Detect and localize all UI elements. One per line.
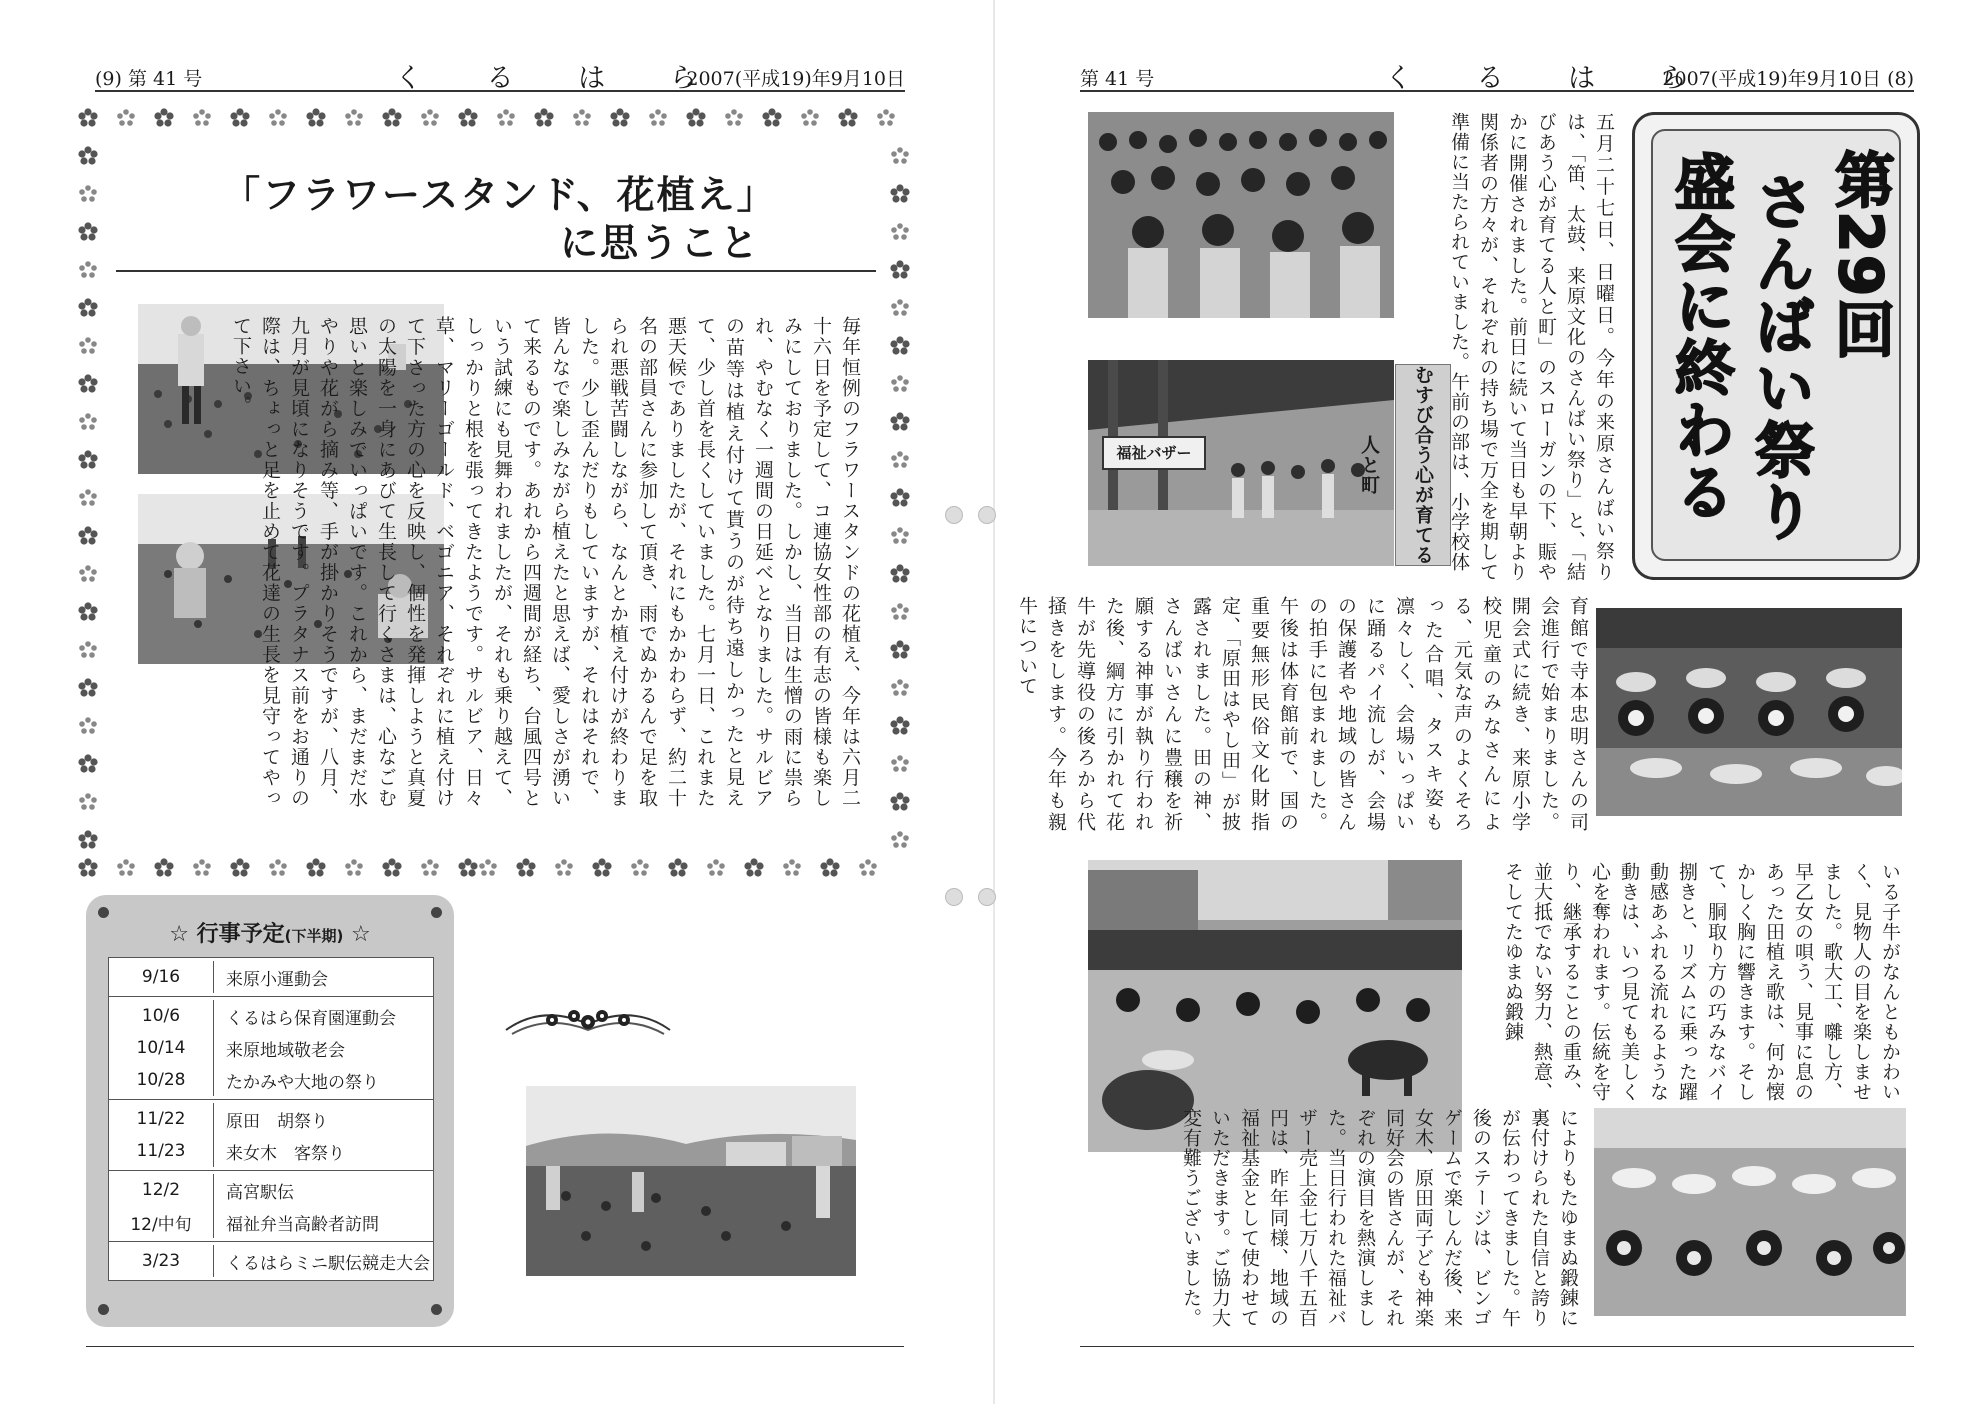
flower-icon [78,450,98,470]
festival-body-top: 五月二十七日、日曜日。今年の来原さんばい祭りは、「笛、太鼓、来原文化のさんばい祭り」と、「結びあう心が育てる人と町」のスローガンの下、賑やかに開催されました。前日に続いて当日も早朝より関係者の方々が、それぞれの持ち場で万全を期して準備に当たられていました。午前の部は、小学校体 [1448,112,1615,582]
schedule-date: 10/14 [109,1032,214,1064]
flower-icon [78,146,98,166]
flower-icon [78,526,98,546]
flower-icon [344,858,364,878]
schedule-event: くるはらミニ駅伝競走大会 [226,1253,430,1274]
schedule-subtitle: (下半期) [284,927,344,945]
schedule-group [109,958,433,997]
schedule-event: たかみや大地の祭り [226,1072,379,1093]
punch-hole [945,506,963,524]
flower-icon [230,108,250,128]
article-title-line1: 「フラワースタンド、花植え」 [222,173,777,217]
photo-audience [1088,112,1394,318]
flower-icon [890,564,910,584]
flower-icon [78,336,98,356]
festival-title-inner [1651,129,1901,561]
flower-icon [890,716,910,736]
flower-icon [890,640,910,660]
flower-icon [890,412,910,432]
article-body: 毎年恒例のフラワースタンドの花植え、今年は六月二十六日を予定して、コ連協女性部の有志の皆様も楽しみにしておりました。しかし、当日は生憎の雨に祟られ、やむなく一週間の日延べとなりました。サルビアの苗等は植え付けて貰うのが待ち遠しかったと見えて、少し首を長くしていました。七月一日、これまた悪天候でありましたが、それにもかかわらず、約二十名の部員さんに参加して頂き、雨でぬかるんで足を取られ悪戦苦闘しながら、なんとか植え付けが終わりました。少し歪んだりもしていますが、それはそれで、皆んなで楽しみながら植えたと思えば、愛しさが湧いて来るものです。あれから四週間が経ち、台風四号という試練にも見舞われましたが、それも乗り越えて、しっかりと根を張ってきたようです。サルビア、日々草、マリーゴールド、ベゴニア、それぞれに植え付けて下さった方の心を反映し、個性を発揮しようと真夏の太陽を一身にあびて生長して行くさまは、心なごむ思いと楽しみでいっぱいです。これから、まだまだ水やりや花がら摘み等、手が掛かりそうですが、八月、九月が見頃になりそうです。プラタナス前をお通りの際は、ちょっと足を止めて花達の生長を見守ってやって下さい。 [230,316,861,808]
right-header [1080,56,1914,92]
festival-title-box [1632,112,1920,580]
schedule-group [109,1100,433,1171]
flower-icon [78,184,98,204]
schedule-date: 9/16 [109,961,214,993]
flower-icon [496,108,516,128]
flower-icon [858,858,878,878]
newsletter-title: く る は ら [1385,63,1715,94]
photo-flower-field [526,1086,856,1276]
schedule-row [109,1135,433,1167]
page-gutter [993,0,995,1404]
schedule-group [109,1171,433,1242]
schedule-event: 来原地域敬老会 [226,1040,345,1061]
schedule-table [108,957,434,1281]
corner-dot [98,1304,109,1315]
flower-icon [686,108,706,128]
festival-body-low: いる子牛がなんともかわいく、見物人の目を楽しませました。歌大工、囃し方、早乙女の唄う、見事に息のあった田植え歌は、何か懐かしく胸に響きます。そして、胴取り方の巧みなバイ捌きと、リズムに乗った躍動感あふれる流れるような動きは、いつ見ても美しく心を奪われます。伝統を守り、継承することの重み、並大抵でない努力、熱意、そしてたゆまぬ鍛錬 [1502,862,1901,1102]
schedule-date: 3/23 [109,1245,214,1277]
schedule-date: 12/2 [109,1174,214,1206]
flower-icon [890,146,910,166]
bazaar-sign: 福祉バザー [1102,436,1206,470]
festival-body-bottom: によりもたゆまぬ鍛錬に裏付けられた自信と誇りが伝わってきました。午後のステージは、ビンゴゲームで楽しんだ後、来女木、原田両子ども神楽同好会の皆さんが、それぞれの演目を熱演しました。当日行われた福祉バザー売上金七万八千五百円は、昨年同様、地域の福祉基金として使わせていただきます。ご協力大変有難うございました。 [1180,1108,1579,1328]
flower-icon [78,298,98,318]
flower-icon [344,108,364,128]
flower-icon [78,374,98,394]
schedule-date: 10/28 [109,1064,214,1096]
flower-icon [268,108,288,128]
flower-icon [382,108,402,128]
flower-icon [78,830,98,850]
schedule-event: 福祉弁当高齢者訪問 [226,1214,379,1235]
flower-icon [610,108,630,128]
flower-icon [820,858,840,878]
flower-icon [78,222,98,242]
ornament-flowers [502,1000,674,1044]
schedule-date: 10/6 [109,1000,214,1032]
schedule-row [109,1103,433,1135]
flower-icon [78,640,98,660]
flower-icon [890,450,910,470]
flower-icon [800,108,820,128]
schedule-title-star: ☆ [351,922,371,947]
flower-icon [890,526,910,546]
flower-icon [192,108,212,128]
flower-icon [154,108,174,128]
flower-icon [534,108,554,128]
festival-title-line1: 第29回 [1825,149,1895,361]
schedule-event: 来女木 客祭り [226,1143,345,1164]
flower-icon [420,858,440,878]
flower-icon [78,678,98,698]
flower-icon [724,108,744,128]
flower-icon [890,830,910,850]
issue-date: 2007(平成19)年9月10日 (8) [1662,68,1914,90]
flower-icon [890,374,910,394]
flower-icon [762,108,782,128]
schedule-row [109,1245,433,1277]
flower-icon [890,298,910,318]
flower-icon [516,858,536,878]
flower-icon [592,858,612,878]
flower-icon [420,108,440,128]
festival-title-line2: さんばい祭り [1745,171,1815,543]
flower-icon [668,858,688,878]
photo-drum-dance [1594,1108,1906,1316]
issue-date: 2007(平成19)年9月10日 [686,68,905,90]
schedule-group [109,997,433,1100]
flower-icon [478,858,498,878]
festival-slogan: むすび合う心が育てる人と町 [1395,364,1451,566]
schedule-row [109,1064,433,1096]
flower-icon [268,858,288,878]
flower-icon [458,108,478,128]
flower-icon [890,754,910,774]
left-header [95,56,905,92]
flower-icon [890,678,910,698]
flower-icon [78,792,98,812]
schedule-row [109,1032,433,1064]
schedule-event: 原田 胡祭り [226,1111,328,1132]
flower-icon [78,108,98,128]
festival-title-line3: 盛会に終わる [1665,151,1735,523]
schedule-row [109,1206,433,1238]
punch-hole [978,506,996,524]
flower-icon [306,858,326,878]
schedule-group [109,1242,433,1280]
schedule-title [86,917,454,948]
left-page [0,0,985,1404]
flower-icon [890,488,910,508]
title-divider [116,270,876,272]
newsletter-title: く る は ら [395,63,725,94]
schedule-title-text: ☆ 行事予定 [169,922,285,947]
schedule-date: 12/中旬 [109,1206,214,1238]
flower-icon [78,602,98,622]
left-footer-rule [86,1346,904,1347]
schedule-event: 来原小運動会 [226,969,328,990]
schedule-row [109,961,433,993]
flower-icon [78,564,98,584]
right-page [1000,0,1986,1404]
flower-icon [890,336,910,356]
event-schedule [86,895,454,1327]
flower-icon [890,184,910,204]
schedule-date: 11/22 [109,1103,214,1135]
flower-icon [230,858,250,878]
flower-icon [890,792,910,812]
flower-icon [458,858,478,878]
schedule-row [109,1174,433,1206]
flower-icon [838,108,858,128]
flower-icon [306,108,326,128]
footer-rule [1080,1346,1914,1347]
schedule-event: 高宮駅伝 [226,1182,294,1203]
flower-icon [890,260,910,280]
flower-icon [116,858,136,878]
flower-icon [192,858,212,878]
photo-dancers-stage [1596,608,1902,816]
schedule-date: 11/23 [109,1135,214,1167]
flower-icon [78,716,98,736]
corner-dot [431,1304,442,1315]
flower-icon [876,108,896,128]
schedule-event: くるはら保育園運動会 [226,1008,396,1029]
flower-icon [78,858,98,878]
flower-icon [744,858,764,878]
issue-number: 第 41 号 [1080,68,1155,90]
flower-icon [78,488,98,508]
flower-icon [154,858,174,878]
article-title-line2: に思うこと [560,221,761,265]
flower-icon [782,858,802,878]
flower-icon [572,108,592,128]
flower-icon [78,412,98,432]
punch-hole [978,888,996,906]
flower-icon [706,858,726,878]
punch-hole [945,888,963,906]
flower-icon [78,754,98,774]
flower-icon [890,602,910,622]
flower-icon [630,858,650,878]
festival-body-mid: 育館で寺本忠明さんの司会進行で始まりました。開会式に続き、来原小学校児童のみなさんによる、元気な声のよくそろった合唱、タスキ姿も凛々しく、会場いっぱいに踊るパイ流しが、会場の保護者や地域の皆さんの拍手に包まれました。午後は体育館前で、国の重要無形民俗文化財指定、「原田はやし田」が披露されました。田の神、さんばいさんに豊穣を祈願する神事が執り行われた後、綱方に引かれて花牛が先導役の後ろから代掻きをします。今年も親牛について [1016,596,1589,832]
flower-icon [648,108,668,128]
flower-icon [554,858,574,878]
schedule-row [109,1000,433,1032]
flower-icon [116,108,136,128]
flower-icon [382,858,402,878]
issue-number: (9) 第 41 号 [95,68,203,90]
flower-icon [890,222,910,242]
flower-icon [78,260,98,280]
